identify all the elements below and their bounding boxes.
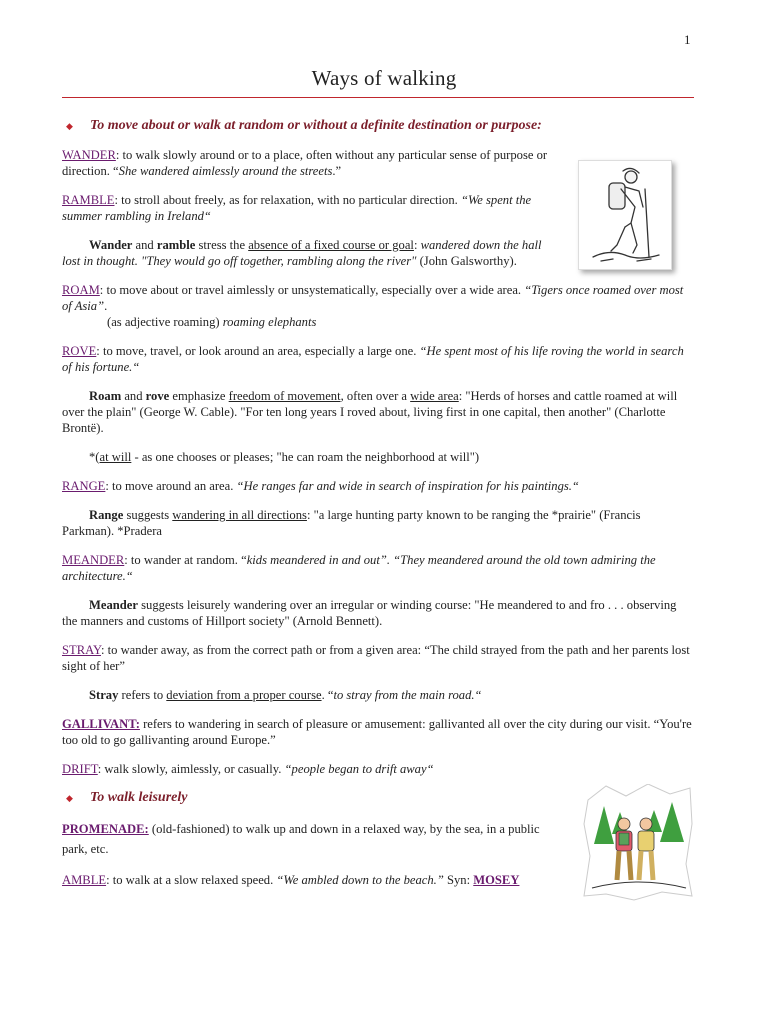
entry-roam: ROAM: to move about or travel aimlessly or unsystematically, especially over a wide area. “Tigers once roamed over most of Asia”. (as adjective roaming) roaming elephants bbox=[62, 282, 694, 330]
entry-range: RANGE: to move around an area. “He ranges far and wide in search of inspiration for his paintings.“ bbox=[62, 479, 579, 493]
page-number: 1 bbox=[684, 32, 691, 47]
page-title: Ways of walking bbox=[311, 66, 457, 90]
entry-drift: DRIFT: walk slowly, aimlessly, or casually. “people began to drift away“ bbox=[62, 762, 434, 776]
diamond-bullet-icon: ◆ bbox=[66, 793, 73, 803]
entry-amble: AMBLE: to walk at a slow relaxed speed. “We ambled down to the beach.” Syn: MOSEY bbox=[62, 873, 520, 887]
entry-wander: WANDER: to walk slowly around or to a place, often without any particular sense of purpose or direction. “She wandered aimlessly around the streets.” bbox=[62, 148, 548, 178]
roam-adjective-line: (as adjective roaming) roaming elephants bbox=[107, 315, 317, 329]
section-heading-random: ◆ To move about or walk at random or without a definite destination or purpose: bbox=[66, 118, 542, 133]
diamond-bullet-icon: ◆ bbox=[66, 121, 73, 131]
section-heading-leisurely: ◆ To walk leisurely bbox=[66, 790, 188, 805]
entry-promenade: PROMENADE: (old-fashioned) to walk up and down in a relaxed way, by the sea, in a public park, etc. bbox=[62, 822, 540, 856]
note-roam-rove: Roam and rove emphasize freedom of movement, often over a wide area: "Herds of horses and cattle roamed at will over the plain" (George W. Cable). "For ten long years I roved about, living first in one capital, then another" (Charlotte Brontë). bbox=[62, 389, 678, 435]
document-body bbox=[62, 118, 694, 901]
entry-rove: ROVE: to move, travel, or look around an area, especially a large one. “He spent most of his life roving the world in search of his fortune.“ bbox=[62, 344, 684, 374]
note-wander-ramble: Wander and ramble stress the absence of a fixed course or goal: wandered down the hall lost in thought. "They would go off together, rambling along the river" (John Galsworthy). bbox=[62, 238, 542, 268]
entry-gallivant: GALLIVANT: refers to wandering in search of pleasure or amusement: gallivanted all over the city during our visit. “You're too old to go gallivanting around Europe.” bbox=[62, 717, 692, 747]
note-at-will: *(at will - as one chooses or pleases; "he can roam the neighborhood at will") bbox=[89, 450, 480, 464]
note-range: Range suggests wandering in all directions: "a large hunting party known to be ranging the *prairie" (Francis Parkman). *Pradera bbox=[62, 508, 641, 538]
entry-meander: MEANDER: to wander at random. “kids meandered in and out”. “They meandered around the old town admiring the architecture.“ bbox=[62, 553, 656, 583]
entry-ramble: RAMBLE: to stroll about freely, as for relaxation, with no particular direction. “We spent the summer rambling in Ireland“ bbox=[62, 193, 532, 223]
note-stray: Stray refers to deviation from a proper course. “to stray from the main road.“ bbox=[89, 688, 482, 702]
entry-stray: STRAY: to wander away, as from the correct path or from a given area: “The child strayed from the path and her parents lost sight of her” bbox=[62, 643, 690, 673]
title-rule bbox=[62, 97, 694, 98]
note-meander: Meander suggests leisurely wandering over an irregular or winding course: "He meandered to and fro . . . observing the manners and customs of Hillport society" (Arnold Bennett). bbox=[62, 598, 677, 628]
